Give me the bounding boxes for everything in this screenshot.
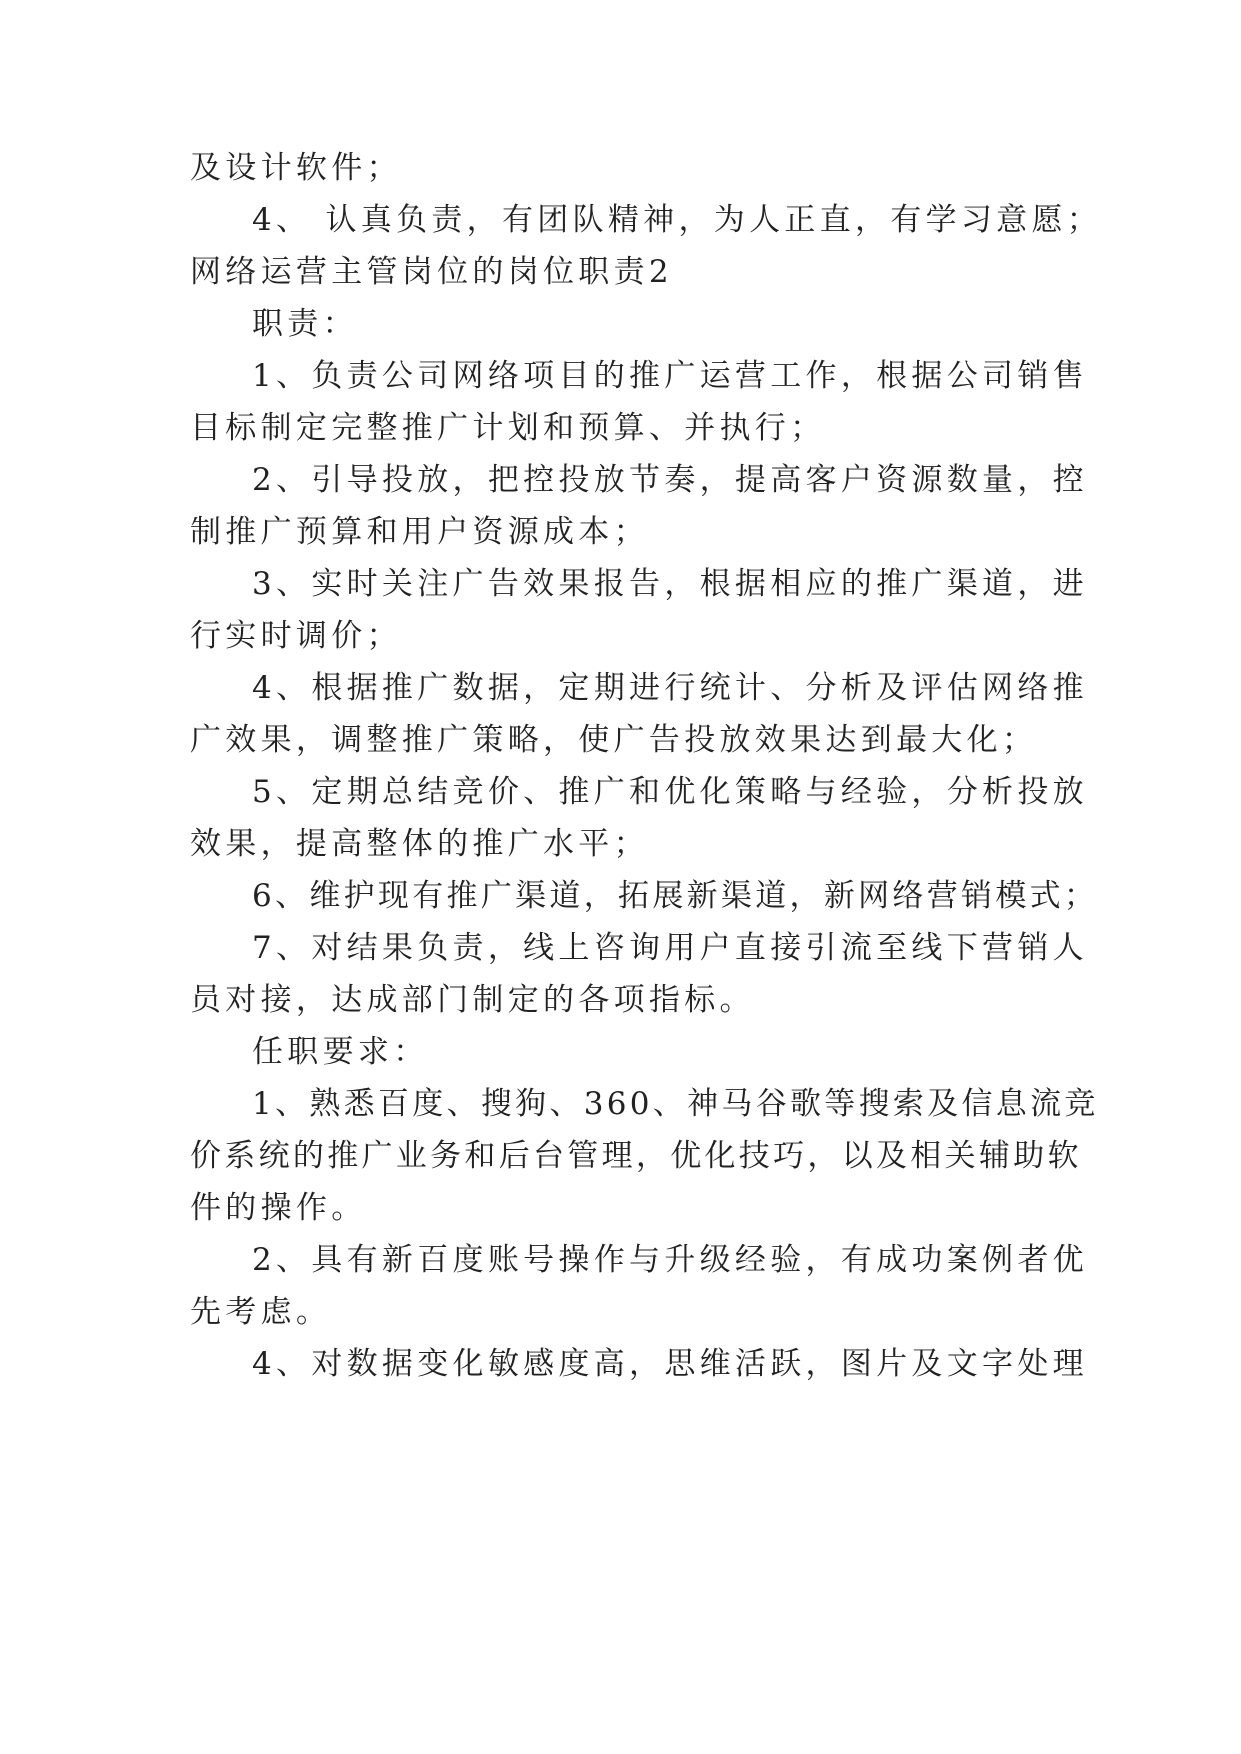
subheading-duties: 职责：	[252, 306, 358, 342]
text-line: 员对接，达成部门制定的各项指标。	[190, 982, 755, 1018]
text-line: 6、维护现有推广渠道，拓展新渠道，新网络营销模式；	[252, 878, 1099, 914]
text-line: 4、根据推广数据，定期进行统计、分析及评估网络推	[252, 670, 1088, 706]
text-line: 广效果，调整推广策略，使广告投放效果达到最大化；	[190, 722, 1038, 758]
text-line: 2、引导投放，把控投放节奏，提高客户资源数量，控	[252, 462, 1088, 498]
text-line: 4、对数据变化敏感度高，思维活跃，图片及文字处理	[252, 1346, 1088, 1382]
text-line: 1、熟悉百度、搜狗、360、神马谷歌等搜索及信息流竞	[252, 1086, 1099, 1122]
text-line: 目标制定完整推广计划和预算、并执行；	[190, 410, 826, 446]
text-line: 价系统的推广业务和后台管理，优化技巧，以及相关辅助软	[190, 1138, 1082, 1174]
text-line: 件的操作。	[190, 1190, 367, 1226]
text-line: 效果，提高整体的推广水平；	[190, 826, 649, 862]
text-line: 行实时调价；	[190, 618, 402, 654]
text-line: 4、 认真负责，有团队精神，为人正直，有学习意愿；	[252, 202, 1103, 238]
section-heading: 网络运营主管岗位的岗位职责2	[190, 254, 673, 290]
text-line: 7、对结果负责，线上咨询用户直接引流至线下营销人	[252, 930, 1088, 966]
text-line: 及设计软件；	[190, 150, 402, 186]
text-line: 5、定期总结竞价、推广和优化策略与经验，分析投放	[252, 774, 1088, 810]
text-line: 制推广预算和用户资源成本；	[190, 514, 649, 550]
text-line: 2、具有新百度账号操作与升级经验，有成功案例者优	[252, 1242, 1088, 1278]
text-line: 先考虑。	[190, 1294, 332, 1330]
text-line: 3、实时关注广告效果报告，根据相应的推广渠道，进	[252, 566, 1088, 602]
subheading-requirements: 任职要求：	[252, 1034, 429, 1070]
text-line: 1、负责公司网络项目的推广运营工作，根据公司销售	[252, 358, 1088, 394]
